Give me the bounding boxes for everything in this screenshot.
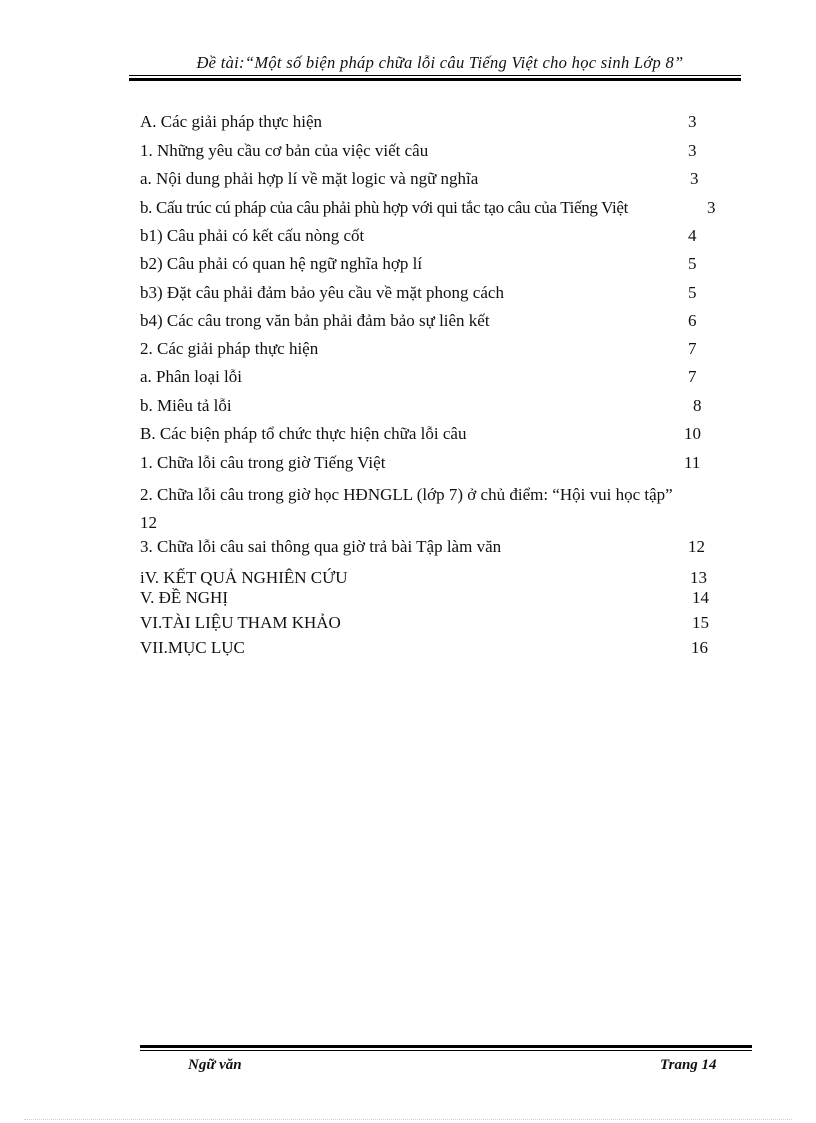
toc-entry-text: b1) Câu phải có kết cấu nòng cốt <box>140 226 365 245</box>
toc-entry-page: 16 <box>691 638 708 657</box>
toc-entry-text: b2) Câu phải có quan hệ ngữ nghĩa hợp lí <box>140 254 423 273</box>
toc-entry-page: 3 <box>690 169 699 188</box>
footer-page-number: Trang 14 <box>660 1057 717 1073</box>
toc-entry-text: 3. Chữa lỗi câu sai thông qua giờ trả bài Tập làm văn <box>140 537 502 556</box>
toc-entry-page: 13 <box>690 568 707 587</box>
toc-entry-page: 12 <box>688 537 705 556</box>
toc-entry-text: B. Các biện pháp tổ chức thực hiện chữa lỗi câu <box>140 424 467 443</box>
page-bottom-edge <box>24 1119 792 1120</box>
toc-entry-text: iV. KẾT QUẢ NGHIÊN CỨU <box>140 568 348 587</box>
footer-rule-thin <box>140 1050 752 1051</box>
toc-entry-page: 5 <box>688 254 697 273</box>
toc-entry-text: VI.TÀI LIỆU THAM KHẢO <box>140 613 341 632</box>
toc-entry-text: 1. Chữa lỗi câu trong giờ Tiếng Việt <box>140 453 386 472</box>
toc-entry-page: 5 <box>688 283 697 302</box>
toc-entry-text: VII.MỤC LỤC <box>140 638 245 657</box>
toc-entry-text: V. ĐỀ NGHỊ <box>140 588 228 607</box>
toc-entry-page: 14 <box>692 588 709 607</box>
toc-entry-text: A. Các giải pháp thực hiện <box>140 112 322 131</box>
toc-entry-page: 12 <box>140 513 157 532</box>
toc-entry-wrapped <box>140 481 730 537</box>
toc-entry-page: 15 <box>692 613 709 632</box>
toc-entry-page: 7 <box>688 339 697 358</box>
footer-subject: Ngữ văn <box>188 1057 242 1073</box>
toc-entry-text: b3) Đặt câu phải đảm bảo yêu cầu về mặt phong cách <box>140 283 504 302</box>
toc-entry-text: b4) Các câu trong văn bản phải đảm bảo sự liên kết <box>140 311 490 330</box>
toc-entry-text: a. Phân loại lỗi <box>140 367 242 386</box>
toc-entry-page: 10 <box>684 424 701 443</box>
toc-entry-page: 4 <box>688 226 697 245</box>
header-title: Đề tài:“Một số biện pháp chữa lỗi câu Tiếng Việt cho học sinh Lớp 8” <box>196 53 684 72</box>
header-rule-thick <box>129 78 741 81</box>
footer-rule-thick <box>140 1045 752 1048</box>
toc-entry-text: a. Nội dung phải hợp lí về mặt logic và ngữ nghĩa <box>140 169 479 188</box>
toc-entry-page: 3 <box>707 198 716 217</box>
toc-entry-page: 6 <box>688 311 697 330</box>
toc-entry-page: 8 <box>693 396 702 415</box>
toc-entry-text: 2. Chữa lỗi câu trong giờ học HĐNGLL (lớp 7) ở chủ điểm: “Hội vui học tập” <box>140 485 673 504</box>
toc-entry-page: 11 <box>684 453 701 472</box>
toc-entry-page: 3 <box>688 112 697 131</box>
header-rule-thin <box>129 75 741 76</box>
toc-entry-text: 2. Các giải pháp thực hiện <box>140 339 319 358</box>
toc-entry-text: b. Miêu tả lỗi <box>140 396 232 415</box>
toc-entry-page: 7 <box>688 367 697 386</box>
toc-entry-page: 3 <box>688 141 697 160</box>
toc-entry-text: b. Cấu trúc cú pháp của câu phải phù hợp với qui tắc tạo câu của Tiếng Việt <box>140 198 628 217</box>
toc-entry-text: 1. Những yêu cầu cơ bản của việc viết câu <box>140 141 429 160</box>
